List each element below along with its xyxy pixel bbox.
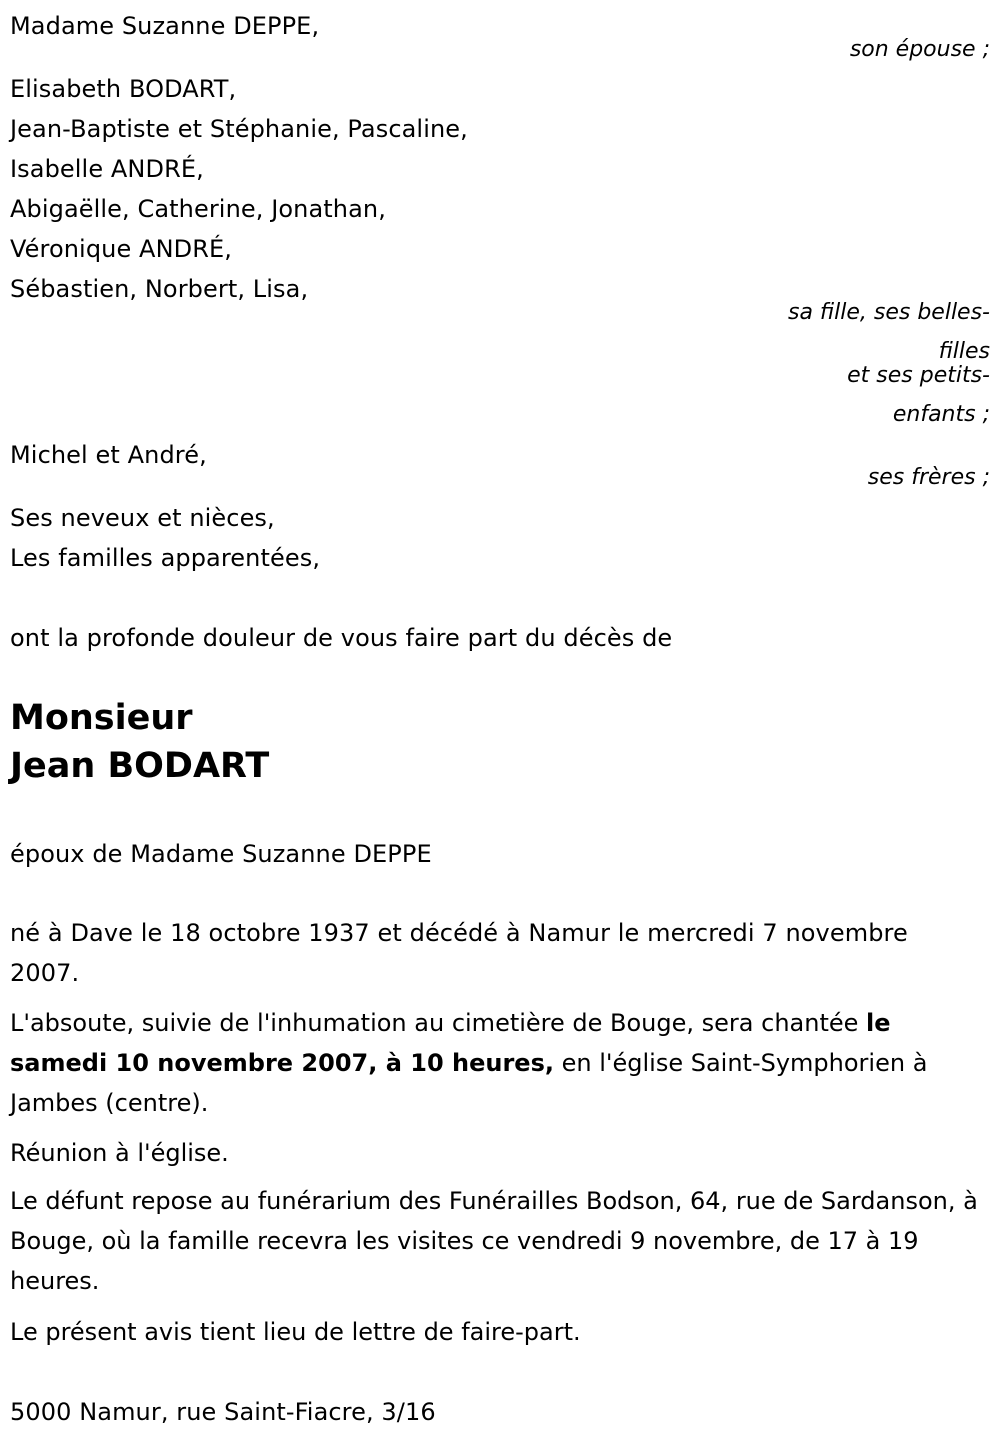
address-text: 5000 Namur, rue Saint-Fiacre, 3/16 xyxy=(10,1398,436,1426)
spouse-of-text: époux de Madame Suzanne DEPPE xyxy=(10,840,432,868)
visit-paragraph: Le défunt repose au funérarium des Funérailles Bodson, 64, rue de Sardanson, à Bouge, où la famille recevra les visites ce vendredi 9 novembre, de 17 à 19 heures. xyxy=(10,1187,978,1295)
service-datetime: le samedi 10 novembre 2007, à 10 heures, xyxy=(10,1009,891,1077)
children-relation: sa fille, ses belles- xyxy=(787,300,990,325)
children-relation: filles xyxy=(938,339,990,364)
brothers-relation: ses frères ; xyxy=(867,465,990,490)
service-location: en l'église Saint-Symphorien à Jambes (centre). xyxy=(10,1049,928,1117)
children-relation: enfants ; xyxy=(892,402,990,427)
children-relation: et ses petits- xyxy=(847,363,990,388)
family-line: Abigaëlle, Catherine, Jonathan, xyxy=(10,195,386,223)
family-line: Elisabeth BODART, xyxy=(10,75,237,103)
notice-paragraph: Le présent avis tient lieu de lettre de faire-part. xyxy=(10,1318,581,1346)
family-line: Les familles apparentées, xyxy=(10,544,321,572)
family-line: Ses neveux et nièces, xyxy=(10,504,275,532)
announcement-text: ont la profonde douleur de vous faire part du décès de xyxy=(10,624,673,652)
deceased-title: Monsieur xyxy=(10,698,193,738)
service-paragraph xyxy=(10,1003,988,1123)
brothers-name: Michel et André, xyxy=(10,441,207,469)
family-line: Jean-Baptiste et Stéphanie, Pascaline, xyxy=(10,115,468,143)
service-text: L'absoute, suivie de l'inhumation au cimetière de Bouge, sera chantée xyxy=(10,1009,867,1037)
family-line: Isabelle ANDRÉ, xyxy=(10,155,204,183)
spouse-name: Madame Suzanne DEPPE, xyxy=(10,12,320,40)
meeting-paragraph: Réunion à l'église. xyxy=(10,1139,229,1167)
family-line: Sébastien, Norbert, Lisa, xyxy=(10,275,309,303)
birth-death-text: né à Dave le 18 octobre 1937 et décédé à Namur le mercredi 7 novembre xyxy=(10,919,908,947)
family-line: Véronique ANDRÉ, xyxy=(10,235,232,263)
deceased-name: Jean BODART xyxy=(10,746,270,786)
birth-death-text: 2007. xyxy=(10,959,80,987)
spouse-relation: son épouse ; xyxy=(849,37,990,62)
